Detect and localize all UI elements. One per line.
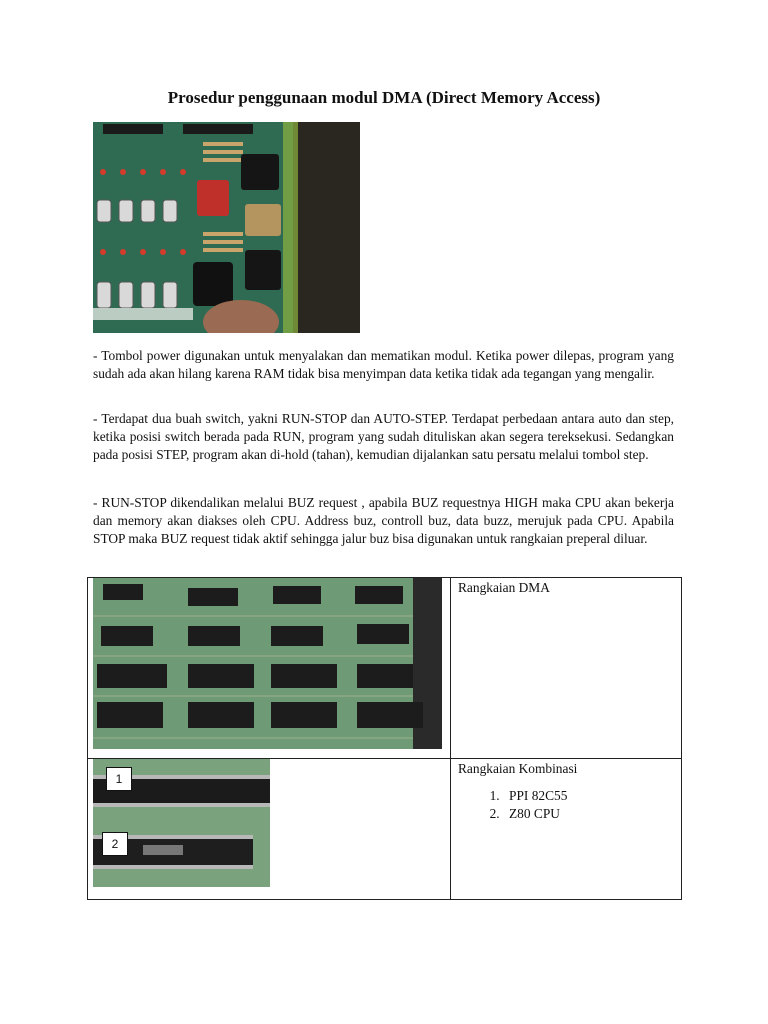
board-photo	[93, 122, 360, 333]
list-item: 1. PPI 82C55	[503, 787, 681, 805]
table-cell-kombinasi-photo	[88, 759, 451, 900]
badge-1: 1	[106, 767, 132, 791]
component-list	[451, 787, 681, 823]
table-row	[88, 578, 682, 759]
paragraph-busreq: - RUN-STOP dikendalikan melalui BUZ request , apabila BUZ requestnya HIGH maka CPU akan bekerja dan memory akan diakses oleh CPU. Address buz, controll buz, data buzz, merujuk pada CPU. Apabila STOP maka BUZ request tidak aktif sehingga jalur buz bisa digunakan untuk rangkaian preperal diluar.	[93, 495, 674, 546]
kombinasi-label: Rangkaian Kombinasi	[458, 761, 578, 776]
document-title: Prosedur penggunaan modul DMA (Direct Memory Access)	[167, 88, 601, 107]
dma-circuit-photo	[93, 578, 442, 749]
paragraph-power: - Tombol power digunakan untuk menyalakan dan mematikan modul. Ketika power dilepas, program yang sudah ada akan hilang karena RAM tidak bisa menyimpan data ketika tidak ada tegangan yang mengalir.	[93, 348, 674, 381]
table-cell-dma-photo	[88, 578, 451, 759]
paragraph-switch: - Terdapat dua buah switch, yakni RUN-STOP dan AUTO-STEP. Terdapat perbedaan antara auto dan step, ketika posisi switch berada pada RUN, program yang sudah dituliskan akan segera tereksekusi. Sedangkan pada posisi STEP, program akan di-hold (tahan), kemudian dijalankan satu persatu melalui tombol step.	[93, 411, 674, 462]
badge-2: 2	[102, 832, 128, 856]
table-cell-kombinasi-label	[451, 759, 682, 900]
table-row	[88, 759, 682, 900]
image-table	[87, 577, 682, 900]
table-cell-dma-label	[451, 578, 682, 759]
dma-label: Rangkaian DMA	[458, 580, 550, 595]
list-item: 2. Z80 CPU	[503, 805, 681, 823]
